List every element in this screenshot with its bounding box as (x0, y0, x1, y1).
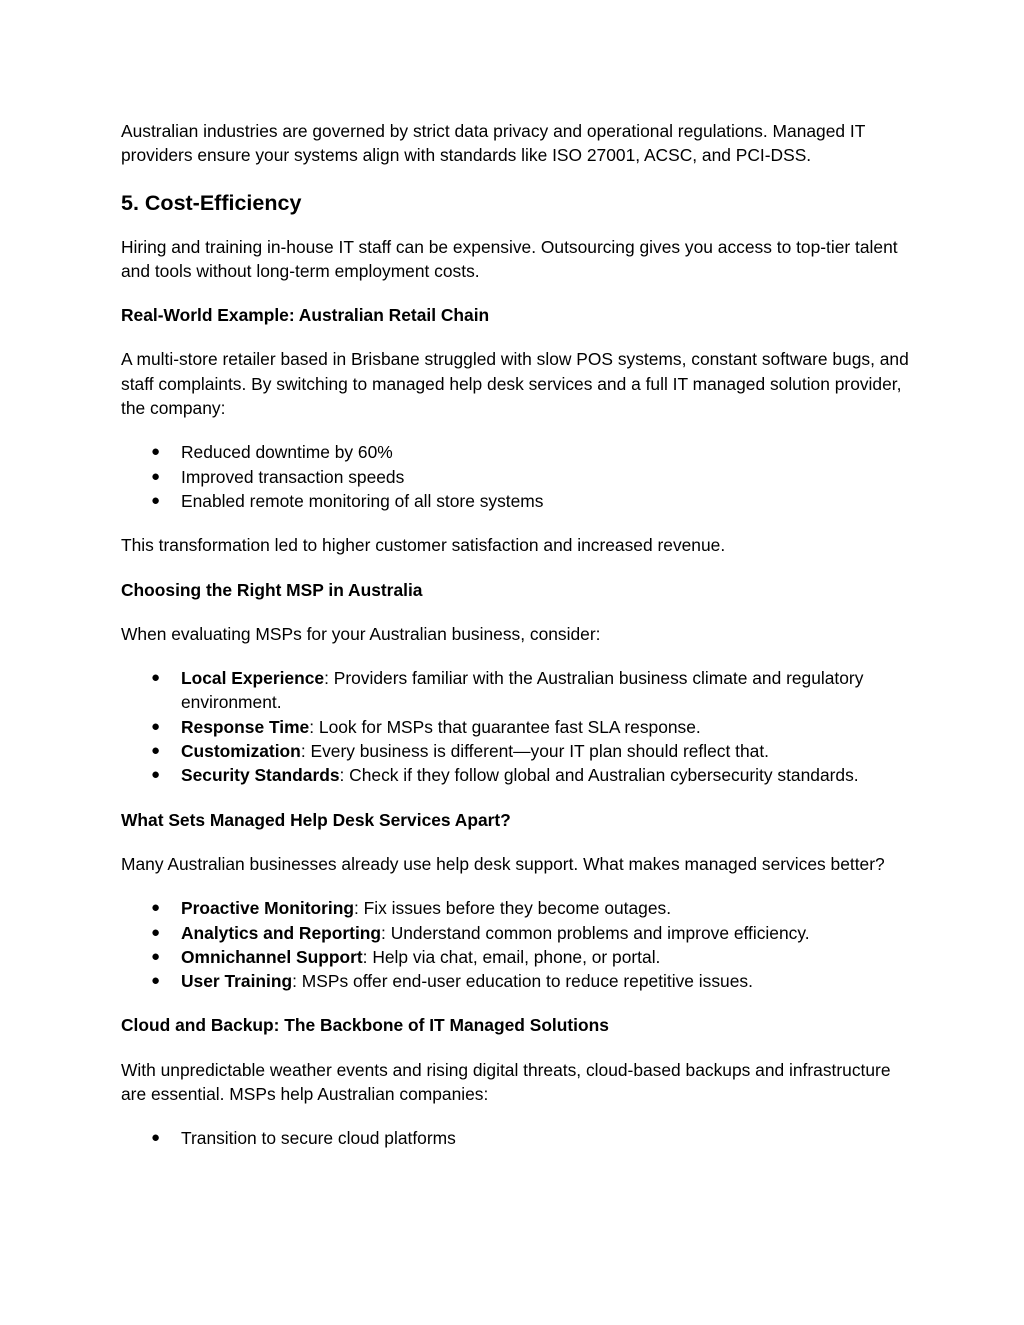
cloud-paragraph: With unpredictable weather events and rising digital threats, cloud-based backups and infrastructure are essential. MSPs help Australian companies: (121, 1059, 891, 1105)
list-item: ● Omnichannel Support: Help via chat, email, phone, or portal. (121, 945, 911, 969)
sets-apart-paragraph: Many Australian businesses already use help desk support. What makes managed services better? (121, 853, 885, 874)
bullet-icon: ● (151, 947, 161, 965)
list-item: ● Analytics and Reporting: Understand common problems and improve efficiency. (121, 921, 911, 945)
list-item: ● Transition to secure cloud platforms (121, 1126, 911, 1150)
list-item: ● Local Experience: Providers familiar with the Australian business climate and regulatory environment. (151, 668, 864, 713)
cloud-list (121, 1126, 911, 1150)
bullet-icon: ● (151, 443, 161, 461)
example-result-paragraph: This transformation led to higher customer satisfaction and increased revenue. (121, 535, 726, 556)
list-item: ● Proactive Monitoring: Fix issues before they become outages. (121, 896, 911, 920)
sets-apart-list (121, 896, 911, 993)
subheading-sets-apart: What Sets Managed Help Desk Services Apart? (121, 809, 511, 830)
list-item: ● User Training: MSPs offer end-user education to reduce repetitive issues. (121, 969, 911, 993)
intro-paragraph: Australian industries are governed by strict data privacy and operational regulations. Managed IT providers ensure your systems align with standards like ISO 27001, ACSC, and PCI-DSS. (121, 121, 866, 166)
list-item: ● Response Time: Look for MSPs that guarantee fast SLA response. (121, 715, 911, 739)
bullet-icon: ● (151, 923, 161, 941)
bullet-icon: ● (151, 467, 161, 485)
example-paragraph: A multi-store retailer based in Brisbane struggled with slow POS systems, constant software bugs, and staff complaints. By switching to managed help desk services and a full IT managed solution provider, the company: (121, 349, 909, 419)
choosing-list (121, 666, 911, 787)
bullet-icon: ● (151, 717, 161, 735)
document-body (121, 119, 911, 1151)
list-item: ● Reduced downtime by 60% (121, 440, 911, 464)
list-item: ● Improved transaction speeds (121, 465, 911, 489)
cost-efficiency-paragraph: Hiring and training in-house IT staff can be expensive. Outsourcing gives you access to top-tier talent and tools without long-term employment costs. (121, 236, 898, 281)
bullet-icon: ● (151, 669, 161, 687)
list-item: ● Security Standards: Check if they follow global and Australian cybersecurity standards. (121, 763, 911, 787)
list-item: ● Customization: Every business is different—your IT plan should reflect that. (121, 739, 911, 763)
bullet-icon: ● (151, 491, 161, 509)
bullet-icon: ● (151, 1129, 161, 1147)
list-item: ● Enabled remote monitoring of all store systems (121, 489, 911, 513)
bullet-icon: ● (151, 972, 161, 990)
bullet-icon: ● (151, 899, 161, 917)
subheading-real-world-example: Real-World Example: Australian Retail Chain (121, 305, 490, 326)
bullet-icon: ● (151, 766, 161, 784)
subheading-choosing-msp: Choosing the Right MSP in Australia (121, 579, 423, 600)
choosing-paragraph: When evaluating MSPs for your Australian business, consider: (121, 623, 601, 644)
bullet-icon: ● (151, 742, 161, 760)
example-list (121, 440, 911, 513)
section-heading-cost-efficiency: 5. Cost-Efficiency (121, 190, 302, 215)
subheading-cloud-backup: Cloud and Backup: The Backbone of IT Managed Solutions (121, 1015, 609, 1036)
